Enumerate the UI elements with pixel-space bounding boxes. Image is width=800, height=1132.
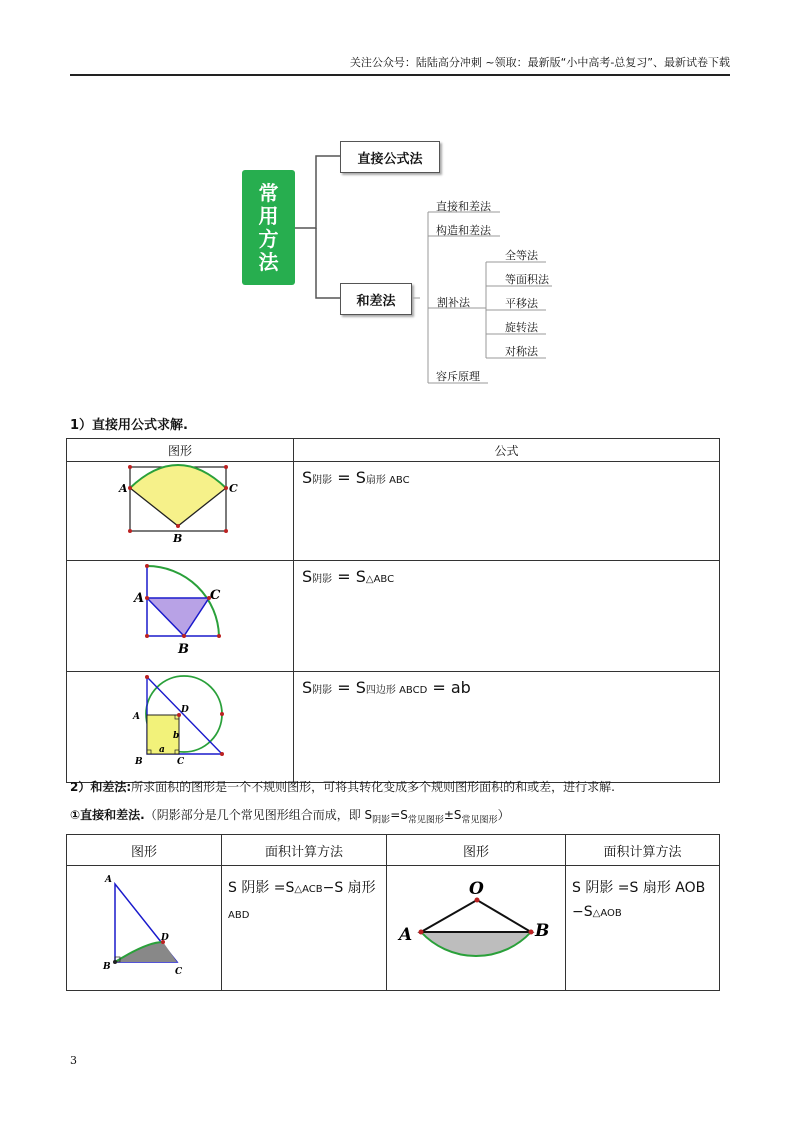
leaf-inclusion: 容斥原理 xyxy=(436,370,480,383)
leaf-symmetric: 对称法 xyxy=(505,345,538,358)
formula-eq: = xyxy=(332,678,356,697)
label-A: A xyxy=(134,591,145,606)
label-B: B xyxy=(135,757,143,767)
label-A: A xyxy=(133,712,140,722)
label-D: D xyxy=(161,933,169,943)
root-char: 用 xyxy=(258,203,279,228)
label-D: D xyxy=(181,705,189,715)
mind-map xyxy=(0,0,800,400)
figure-right-triangle-sector xyxy=(67,866,221,986)
method-line: −S xyxy=(572,904,593,920)
formula-sub: 四边形 ABCD xyxy=(365,685,428,696)
method-line: −S 扇形 xyxy=(322,880,376,896)
section1-title: 1）直接用公式求解. xyxy=(70,418,188,433)
figure-sector-in-rectangle xyxy=(67,462,293,556)
formula-s: S xyxy=(355,678,366,697)
formula-cell xyxy=(294,462,720,561)
formula-sub: 阴影 xyxy=(312,475,333,486)
figure-cell xyxy=(67,462,294,561)
formula-cell xyxy=(294,561,720,672)
col-figure-header: 图形 xyxy=(67,835,222,866)
label-B: B xyxy=(173,532,183,545)
branch-sum-diff: 和差法 xyxy=(340,283,412,315)
label-C: C xyxy=(177,757,185,767)
mind-map-root xyxy=(242,170,295,285)
label-b: b xyxy=(173,731,180,741)
leaf-cut: 割补法 xyxy=(437,296,470,309)
branch-direct-formula: 直接公式法 xyxy=(340,141,440,173)
method-sub: △ACB xyxy=(294,884,323,895)
col-formula-header: 公式 xyxy=(294,439,720,462)
formula-eq: = xyxy=(332,567,356,586)
section2-title xyxy=(70,778,615,795)
subtitle-text: （阴影部分是几个常见图形组合而成，即 S xyxy=(144,808,373,822)
subtitle-sub: 常见图形 xyxy=(407,815,444,826)
formula-sub: 阴影 xyxy=(312,574,333,585)
method-line: S 阴影 =S xyxy=(228,880,295,896)
figure-cell xyxy=(67,672,294,783)
subtitle-sub: 常见图形 xyxy=(461,815,498,826)
formula-s: S xyxy=(302,567,313,586)
subtitle-text: ±S xyxy=(443,808,462,822)
leaf-construct: 构造和差法 xyxy=(436,224,491,237)
figure-circular-segment xyxy=(387,866,565,986)
leaf-direct: 直接和差法 xyxy=(436,200,491,213)
leaf-rotate: 旋转法 xyxy=(505,321,538,334)
method-cell xyxy=(222,866,387,991)
label-B: B xyxy=(178,642,189,657)
header-text: 关注公众号：陆陆高分冲刺 ~领取：最新版“小中高考-总复习”、最新试卷下载 xyxy=(349,56,730,69)
root-char: 常 xyxy=(258,180,279,205)
figure-cell xyxy=(67,561,294,672)
figure-square-in-circle xyxy=(67,672,293,778)
label-B: B xyxy=(535,921,550,941)
table-row xyxy=(67,462,720,561)
section2-title-bold: 2）和差法: xyxy=(70,780,132,794)
formula-tail: = ab xyxy=(427,678,471,697)
figure-cell xyxy=(387,866,566,991)
method-line: S 阴影 =S 扇形 AOB xyxy=(572,880,706,896)
subtitle-sub: 阴影 xyxy=(372,815,391,826)
method-line: ABD xyxy=(228,910,250,921)
label-a: a xyxy=(159,745,165,755)
label-B: B xyxy=(103,962,111,972)
label-A: A xyxy=(399,925,413,945)
formula-s: S xyxy=(355,468,366,487)
col-figure-header: 图形 xyxy=(67,439,294,462)
label-C: C xyxy=(229,482,238,495)
formula-cell xyxy=(294,672,720,783)
leaf-equal-area: 等面积法 xyxy=(505,273,549,286)
label-C: C xyxy=(210,588,221,603)
table-sum-diff xyxy=(66,834,720,991)
subtitle-text: =S xyxy=(390,808,408,822)
mind-map-lines xyxy=(0,0,800,400)
label-O: O xyxy=(469,879,484,899)
formula-eq: = xyxy=(332,468,356,487)
figure-triangle-in-quarter-circle xyxy=(67,561,293,667)
table-direct-formula xyxy=(66,438,720,783)
formula-sub: 阴影 xyxy=(312,685,333,696)
figure-cell xyxy=(67,866,222,991)
label-A: A xyxy=(119,482,128,495)
label-C: C xyxy=(175,967,183,977)
method-sub: △AOB xyxy=(592,908,622,919)
subtitle-text: ） xyxy=(497,808,510,822)
section2-title-rest: 所求面积的图形是一个不规则图形，可将其转化变成多个规则图形面积的和或差，进行求解. xyxy=(131,780,615,794)
col-figure-header: 图形 xyxy=(387,835,566,866)
page-number: 3 xyxy=(70,1054,77,1067)
label-A: A xyxy=(105,875,112,885)
table-row xyxy=(67,866,720,991)
method-cell xyxy=(566,866,720,991)
formula-s: S xyxy=(302,468,313,487)
root-char: 法 xyxy=(258,249,279,274)
section2-subtitle xyxy=(70,806,510,825)
table-row xyxy=(67,561,720,672)
col-method-header: 面积计算方法 xyxy=(566,835,720,866)
formula-sub: 扇形 ABC xyxy=(365,475,410,486)
formula-sub: △ABC xyxy=(365,574,395,585)
subtitle-bold: ①直接和差法. xyxy=(70,808,145,822)
root-char: 方 xyxy=(258,226,279,251)
formula-s: S xyxy=(302,678,313,697)
leaf-translate: 平移法 xyxy=(505,297,538,310)
leaf-congruent: 全等法 xyxy=(505,249,538,262)
formula-s: S xyxy=(355,567,366,586)
col-method-header: 面积计算方法 xyxy=(222,835,387,866)
table-row xyxy=(67,672,720,783)
